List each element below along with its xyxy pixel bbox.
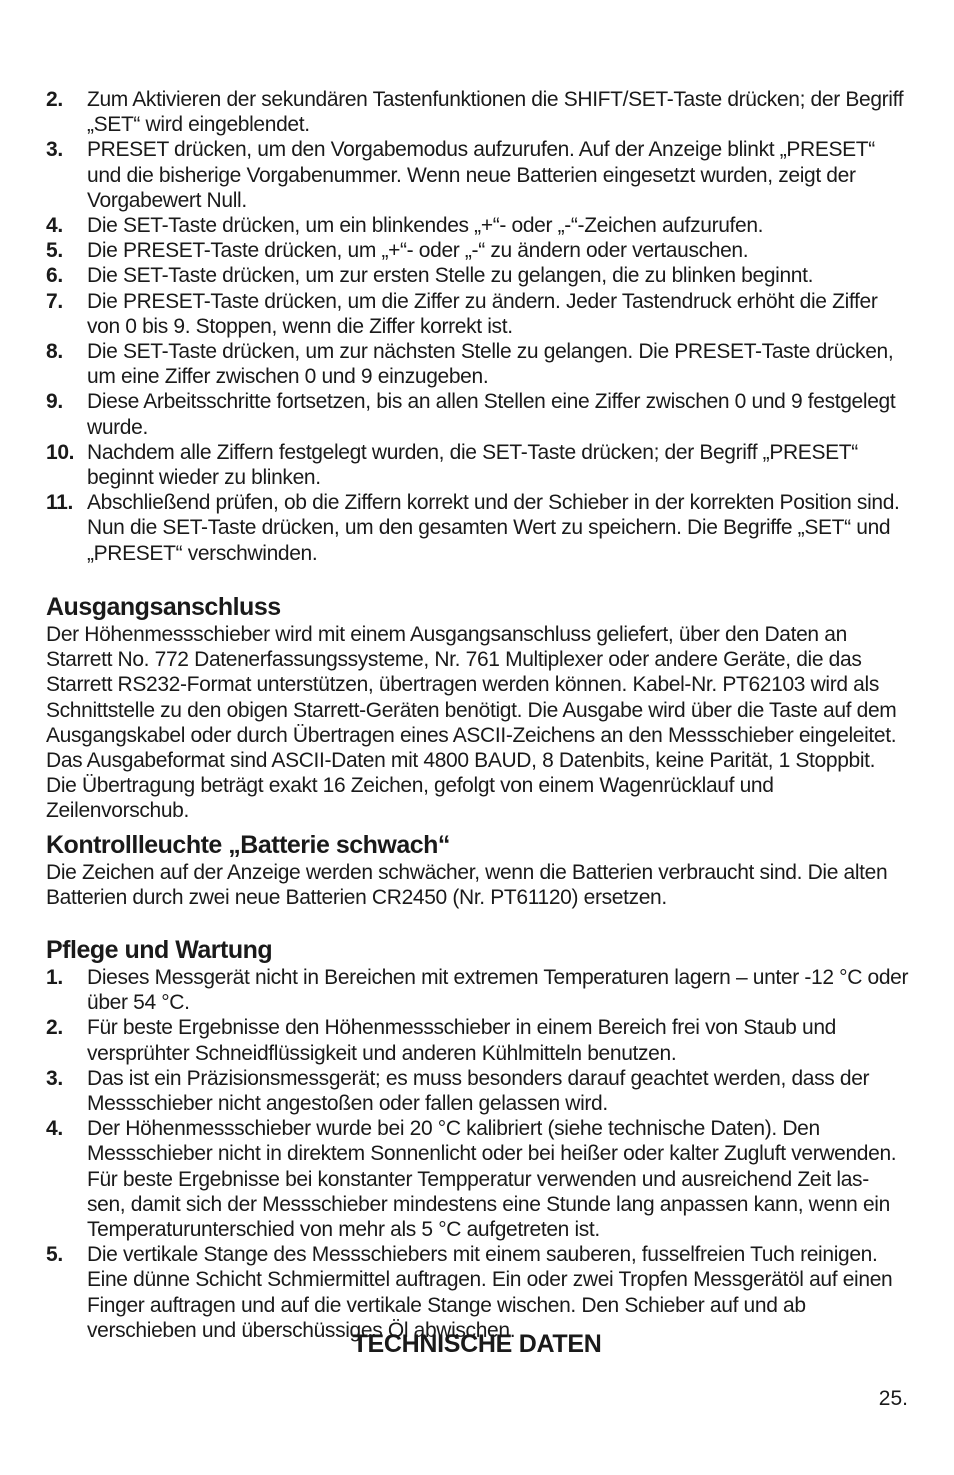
list-item — [46, 263, 906, 288]
paragraph-batterie: Die Zeichen auf der Anzeige werden schwächer, wenn die Batterien verbraucht sind. Die alten Batterien durch zwei neue Batterien CR2450 (Nr. PT61120) ersetzen. — [46, 861, 888, 910]
list-item — [46, 289, 906, 339]
list-item — [46, 339, 906, 389]
list-item — [46, 490, 906, 566]
step-text: Diese Arbeitsschritte fortsetzen, bis an allen Stellen eine Ziffer zwischen 0 und 9 festgelegt wurde. — [87, 390, 896, 439]
list-item — [46, 440, 906, 490]
step-number: 7. — [46, 289, 63, 313]
step-number: 10. — [46, 440, 75, 464]
step-text: Zum Aktivieren der sekundären Tastenfunktionen die SHIFT/SET-Taste drücken; der Begriff „SET“ wird eingeblendet. — [87, 88, 904, 137]
step-number: 4. — [46, 214, 63, 238]
step-text: Die PRESET-Taste drücken, um „+“- oder „-“ zu ändern oder vertauschen. — [87, 239, 749, 263]
list-item — [46, 1116, 910, 1242]
step-text: Dieses Messgerät nicht in Bereichen mit extremen Temperaturen lagern – unter -12 °C oder über 54 °C. — [87, 966, 909, 1015]
section-title-ausgangsanschluss: Ausgangsanschluss — [46, 593, 281, 621]
step-number: 1. — [46, 966, 63, 989]
pflege-list — [46, 965, 910, 1343]
step-number: 3. — [46, 138, 63, 162]
step-number: 6. — [46, 264, 63, 288]
technische-daten-heading: TECHNISCHE DATEN — [352, 1330, 602, 1358]
list-item — [46, 87, 906, 137]
section-title-batterie: Kontrollleuchte „Batterie schwach“ — [46, 831, 450, 859]
section-title-pflege: Pflege und Wartung — [46, 936, 273, 964]
list-item — [46, 1015, 910, 1065]
list-item — [46, 137, 906, 213]
list-item — [46, 1242, 910, 1343]
step-number: 5. — [46, 1243, 63, 1267]
step-text: Die SET-Taste drücken, um zur nächsten Stelle zu gelangen. Die PRESET-Taste drücken, um eine Ziffer zwischen 0 und 9 einzugeben. — [87, 340, 894, 389]
list-item — [46, 238, 906, 263]
step-text: Die vertikale Stange des Messschiebers mit einem sauberen, fusselfreien Tuch reinigen. Eine dünne Schicht Schmiermittel auftragen. Ein oder zwei Tropfen Messgerätöl auf einen Finger auftragen und auf die vertikale Stange wischen. Den Schieber auf und ab verschieben und überschüssiges Öl abwischen. — [87, 1243, 893, 1342]
list-item — [46, 1066, 910, 1116]
step-number: 2. — [46, 88, 63, 111]
step-number: 3. — [46, 1066, 63, 1090]
list-item — [46, 389, 906, 439]
list-item — [46, 213, 906, 238]
paragraph-ausgangsanschluss: Der Höhenmessschieber wird mit einem Ausgangsanschluss geliefert, über den Daten an Starrett No. 772 Datenerfassungssysteme, Nr. 761 Multiplexer oder andere Geräte, die das Starrett RS232-Format unterstützen, übertragen werden können. Kabel-Nr. PT62103 wird als Schnittstelle zu den obigen Starrett-Geräten benötigt. Die Ausgabe wird über die Taste auf dem Ausgangskabel oder durch Übertragen eines ASCII-Zeichens an den Messschieber eingeleitet. Das Ausgabeformat sind ASCII-Daten mit 4800 BAUD, 8 Datenbits, keine Parität, 1 Stoppbit. Die Übertragung beträgt exakt 16 Zeichen, gefolgt von einem Wagenrücklauf und Zeilenvorschub. — [46, 623, 897, 823]
step-text: PRESET drücken, um den Vorgabemodus aufzurufen. Auf der Anzeige blinkt „PRESET“ und die bisherige Vorgabenummer. Wenn neue Batterien eingesetzt wurden, zeigt der Vorgabewert Null. — [87, 138, 875, 212]
step-number: 2. — [46, 1016, 63, 1040]
step-number: 4. — [46, 1117, 63, 1141]
step-text: Das ist ein Präzisionsmessgerät; es muss besonders darauf geachtet werden, dass der Messschieber nicht angestoßen oder fallen gelassen wird. — [87, 1066, 870, 1116]
preset-steps-list — [46, 87, 906, 566]
step-text: Die SET-Taste drücken, um ein blinkendes „+“- oder „-“-Zeichen aufzurufen. — [87, 214, 764, 238]
step-number: 8. — [46, 340, 63, 364]
step-text: Nachdem alle Ziffern festgelegt wurden, die SET-Taste drücken; der Begriff „PRESET“ beginnt wieder zu blinken. — [87, 440, 858, 490]
page-number: 25. — [878, 1387, 908, 1410]
step-text: Abschließend prüfen, ob die Ziffern korrekt und der Schieber in der korrekten Position sind. Nun die SET-Taste drücken, um den gesamten Wert zu speichern. Die Begriffe „SET“ und „PRESET“ verschwinden. — [87, 491, 900, 565]
step-text: Die SET-Taste drücken, um zur ersten Stelle zu gelangen, die zu blinken beginnt. — [87, 264, 814, 288]
step-number: 11. — [46, 491, 73, 515]
list-item — [46, 965, 910, 1015]
step-text: Für beste Ergebnisse den Höhenmessschieber in einem Bereich frei von Staub und versprühter Schneidflüssigkeit und anderen Kühlmitteln benutzen. — [87, 1016, 836, 1065]
step-number: 5. — [46, 239, 63, 263]
step-text: Die PRESET-Taste drücken, um die Ziffer zu ändern. Jeder Tastendruck erhöht die Ziffer von 0 bis 9. Stoppen, wenn die Ziffer korrekt ist. — [87, 289, 878, 338]
step-number: 9. — [46, 390, 63, 414]
step-text: Der Höhenmessschieber wurde bei 20 °C kalibriert (siehe technische Daten). Den Messschieber nicht in direktem Sonnenlicht oder bei heißer oder kalter Zugluft verwenden. Für beste Ergebnisse bei konstanter Tempperatur verwenden und ausreichend Zeit las- sen, damit sich der Messschieber mindestens eine Stunde lang anpassen kann, wenn ein Temperaturunterschied von mehr als 5 °C aufgetreten ist. — [87, 1117, 897, 1242]
